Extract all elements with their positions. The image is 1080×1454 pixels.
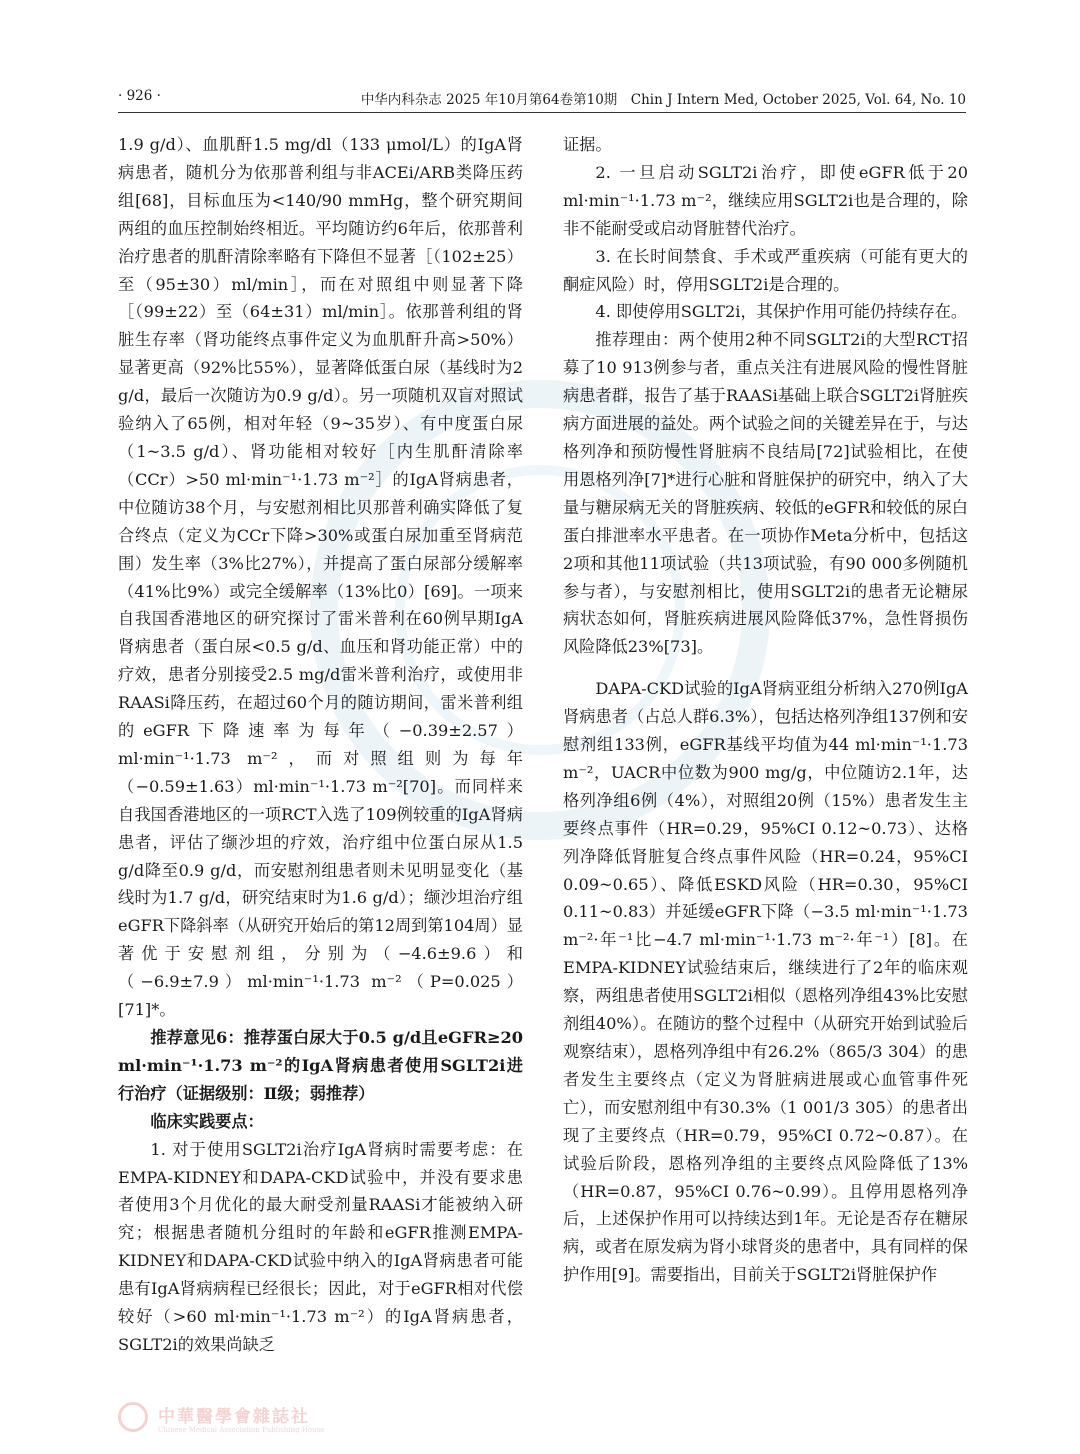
publisher-name: 中華醫學會雜誌社 <box>158 1407 310 1427</box>
continued-text: 证据。 <box>563 135 612 154</box>
recommendation-rationale: 推荐理由：两个使用2种不同SGLT2i的大型RCT招募了10 913例参与者，重点关注有进展风险的慢性肾脏病患者群，报告了基于RAASi基础上联合SGLT2i肾脏疾病方面进展的益处。两个试验之间的关键差异在于，与达格列净和预防慢性肾脏病不良结局[72]试验相比，在使用恩格列净[7]*进行心脏和肾脏保护的研究中，纳入了大量与糖尿病无关的肾脏疾病、较低的eGFR和较低的尿白蛋白排泄率水平患者。在一项协作Meta分析中，包括这2项和其他11项试验（共13项试验，有90 000多例随机参与者），与安慰剂相比，使用SGLT2i的患者无论糖尿病状态如何，肾脏疾病进展风险降低37%，急性肾损伤风险降低23%[73]。 <box>563 330 968 657</box>
clinical-practice-heading: 临床实践要点： <box>150 1111 264 1131</box>
journal-citation-line: 中华内科杂志 2025 年10月第64卷第10期 Chin J Intern Med, October 2025, Vol. 64, No. 10 <box>360 92 966 108</box>
practice-point-2: 2. 一旦启动SGLT2i治疗，即使eGFR低于20 ml·min⁻¹·1.73 m⁻²，继续应用SGLT2i也是合理的，除非不能耐受或启动肾脏替代治疗。 <box>563 162 968 238</box>
practice-point-3: 3. 在长时间禁食、手术或严重疾病（可能有更大的酮症风险）时，停用SGLT2i是合理的。 <box>563 246 968 294</box>
publisher-name-en: Chinese Medical Association Publishing House <box>158 1426 325 1434</box>
practice-point-4: 4. 即使停用SGLT2i，其保护作用可能仍持续存在。 <box>595 302 968 322</box>
right-column <box>563 131 968 1289</box>
publisher-watermark <box>118 1402 478 1442</box>
publisher-seal-icon <box>118 1402 148 1432</box>
practice-point-1: 1. 对于使用SGLT2i治疗IgA肾病时需要考虑：在EMPA-KIDNEY和DAPA-CKD试验中，并没有要求患者使用3个月优化的最大耐受剂量RAASi才能被纳入研究；根据患者随机分组时的年龄和eGFR推测EMPA-KIDNEY和DAPA-CKD试验中纳入的IgA肾病患者可能患有IgA肾病病程已经很长；因此，对于eGFR相对代偿较好（>60 ml·min⁻¹·1.73 m⁻²）的IgA肾病患者，SGLT2i的效果尚缺乏 <box>118 1139 523 1354</box>
dapa-ckd-paragraph: DAPA-CKD试验的IgA肾病亚组分析纳入270例IgA肾病患者（占总人群6.3%），包括达格列净组137例和安慰剂组133例，eGFR基线平均值为44 ml·min⁻¹·1.73 m⁻²，UACR中位数为900 mg/g，中位随访2.1年，达格列净组6例（4%），对照组20例（15%）患者发生主要终点事件（HR=0.29，95%CI 0.12~0.73）、达格列净降低肾脏复合终点事件风险（HR=0.24，95%CI 0.09~0.65）、降低ESKD风险（HR=0.30，95%CI 0.11~0.83）并延缓eGFR下降（−3.5 ml·min⁻¹·1.73 m⁻²·年⁻¹比−4.7 ml·min⁻¹·1.73 m⁻²·年⁻¹）[8]。在EMPA-KIDNEY试验结束后，继续进行了2年的临床观察，两组患者使用SGLT2i相似（恩格列净组43%比安慰剂组40%）。在随访的整个过程中（从研究开始到试验后观察结束），恩格列净组中有26.2%（865/3 304）的患者发生主要终点（定义为肾脏病进展或心血管事件死亡），而安慰剂组中有30.3%（1 001/3 305）的患者出现了主要终点（HR=0.79，95%CI 0.72~0.87）。在试验后阶段，恩格列净组的主要终点风险降低了13%（HR=0.87，95%CI 0.76~0.99）。且停用恩格列净后，上述保护作用可以持续达到1年。无论是否存在糖尿病，或者在原发病为肾小球肾炎的患者中，具有同样的保护作用[9]。需要指出，目前关于SGLT2i肾脏保护作 <box>563 679 968 1285</box>
left-column <box>118 131 523 1359</box>
running-header <box>118 86 966 113</box>
page-number: · 926 · <box>118 88 161 104</box>
recommendation-6: 推荐意见6：推荐蛋白尿大于0.5 g/d且eGFR≥20 ml·min⁻¹·1.73 m⁻²的IgA肾病患者使用SGLT2i进行治疗（证据级别：Ⅱ级；弱推荐） <box>118 1028 523 1103</box>
body-paragraph-enalapril: 1.9 g/d）、血肌酐1.5 mg/dl（133 μmol/L）的IgA肾病患者，随机分为依那普利组与非ACEi/ARB类降压药组[68]，目标血压为<140/90 mmHg，整个研究期间两组的血压控制始终相近。平均随访约6年后，依那普利治疗患者的肌酐清除率略有下降但不显著［（102±25）至（95±30）ml/min］，而在对照组中则显著下降［（99±22）至（64±31）ml/min］。依那普利组的肾脏生存率（肾功能终点事件定义为血肌酐升高>50%）显著更高（92%比55%），显著降低蛋白尿（基线时为2 g/d，最后一次随访为0.9 g/d）。另一项随机双盲对照试验纳入了65例，相对年轻（9~35岁）、有中度蛋白尿（1~3.5 g/d）、肾功能相对较好［内生肌酐清除率（CCr）>50 ml·min⁻¹·1.73 m⁻²］的IgA肾病患者，中位随访38个月，与安慰剂相比贝那普利确实降低了复合终点（定义为CCr下降>30%或蛋白尿加重至肾病范围）发生率（3%比27%），并提高了蛋白尿部分缓解率（41%比9%）或完全缓解率（13%比0）[69]。一项来自我国香港地区的研究探讨了雷米普利在60例早期IgA肾病患者（蛋白尿<0.5 g/d、血压和肾功能正常）中的疗效，患者分别接受2.5 mg/d雷米普利治疗，或使用非RAASi降压药，在超过60个月的随访期间，雷米普利组的eGFR下降速率为每年（−0.39±2.57）ml·min⁻¹·1.73 m⁻²，而对照组则为每年（−0.59±1.63）ml·min⁻¹·1.73 m⁻²[70]。而同样来自我国香港地区的一项RCT入选了109例较重的IgA肾病患者，评估了缬沙坦的疗效，治疗组中位蛋白尿从1.5 g/d降至0.9 g/d，而安慰剂组患者则未见明显变化（基线时为1.7 g/d，研究结束时为1.6 g/d）；缬沙坦治疗组eGFR下降斜率（从研究开始后的第12周到第104周）显著优于安慰剂组，分别为（−4.6±9.6）和（−6.9±7.9）ml·min⁻¹·1.73 m⁻²（P=0.025）[71]*。 <box>118 135 523 1020</box>
